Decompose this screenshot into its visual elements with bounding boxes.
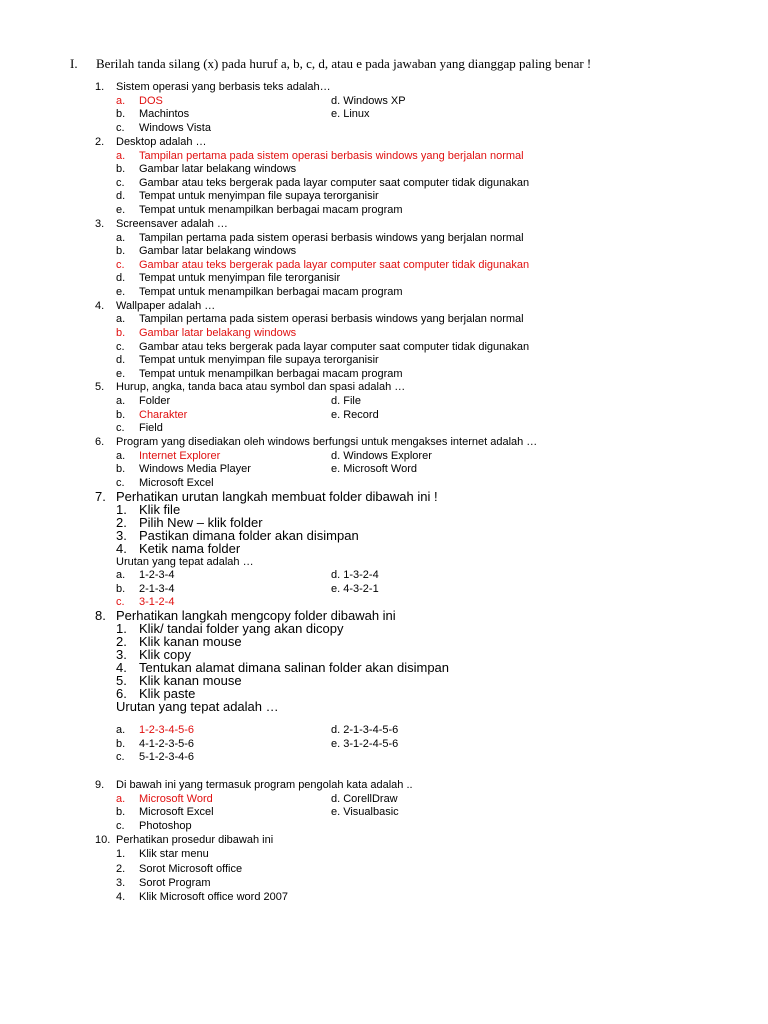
option-letter: a. xyxy=(116,569,126,581)
option-letter: b. xyxy=(116,245,126,257)
option-letter: b. xyxy=(116,409,126,421)
step-text: Klik copy xyxy=(139,647,192,662)
option-letter: b. xyxy=(116,806,126,818)
option-text: Tempat untuk menampilkan berbagai macam program xyxy=(139,368,403,380)
option-text: Tampilan pertama pada sistem operasi berbasis windows yang berjalan normal xyxy=(139,313,524,325)
option-text: Tempat untuk menyimpan file supaya terorganisir xyxy=(139,354,379,366)
step-number: 4. xyxy=(116,541,127,556)
option-text: Charakter xyxy=(139,409,188,421)
question-number: 4. xyxy=(95,300,105,312)
option-text: Gambar latar belakang windows xyxy=(139,163,297,175)
option-letter: b. xyxy=(116,738,126,750)
question-text: Program yang disediakan oleh windows berfungsi untuk mengakses internet adalah … xyxy=(116,436,538,448)
option-letter: e. xyxy=(116,204,126,216)
option-text: 1-2-3-4-5-6 xyxy=(139,724,195,736)
option-letter: a. xyxy=(116,95,126,107)
step-text: Klik kanan mouse xyxy=(139,673,242,688)
step-number: 1. xyxy=(116,502,127,517)
option-text: Tempat untuk menampilkan berbagai macam program xyxy=(139,204,403,216)
option-text: Tempat untuk menyimpan file terorganisir xyxy=(139,272,341,284)
option-text: Photoshop xyxy=(139,820,192,832)
option-text-right: e. Microsoft Word xyxy=(331,463,417,475)
step-number: 1. xyxy=(116,848,126,860)
option-letter: a. xyxy=(116,232,126,244)
step-text: Klik file xyxy=(139,502,181,517)
section-roman-numeral: I. xyxy=(70,56,78,71)
step-number: 1. xyxy=(116,621,127,636)
question-text: Wallpaper adalah … xyxy=(116,300,216,312)
option-text-right: d. 1-3-2-4 xyxy=(331,569,379,581)
question-text: Screensaver adalah … xyxy=(116,218,228,230)
step-number: 4. xyxy=(116,660,127,675)
step-number: 6. xyxy=(116,686,127,701)
option-text: Internet Explorer xyxy=(139,450,221,462)
question-number: 2. xyxy=(95,136,105,148)
step-number: 4. xyxy=(116,891,126,903)
question-text: Sistem operasi yang berbasis teks adalah… xyxy=(116,81,331,93)
step-text: Pilih New – klik folder xyxy=(139,515,263,530)
step-number: 3. xyxy=(116,528,127,543)
option-text-right: e. Record xyxy=(331,409,379,421)
option-letter: b. xyxy=(116,583,126,595)
option-text: Gambar atau teks bergerak pada layar computer saat computer tidak digunakan xyxy=(139,341,530,353)
step-text: Sorot Microsoft office xyxy=(139,863,243,875)
option-letter: c. xyxy=(116,422,125,434)
option-text: 5-1-2-3-4-6 xyxy=(139,751,195,763)
question-text: Desktop adalah … xyxy=(116,136,207,148)
option-letter: d. xyxy=(116,190,126,202)
question-number: 10. xyxy=(95,834,111,846)
option-letter: a. xyxy=(116,450,126,462)
option-text: Microsoft Excel xyxy=(139,806,214,818)
step-number: 3. xyxy=(116,647,127,662)
question-number: 3. xyxy=(95,218,105,230)
step-text: Klik Microsoft office word 2007 xyxy=(139,891,288,903)
option-letter: a. xyxy=(116,150,126,162)
option-text: Windows Media Player xyxy=(139,463,251,475)
option-letter: c. xyxy=(116,259,125,271)
option-letter: a. xyxy=(116,724,126,736)
question-number: 8. xyxy=(95,608,106,623)
option-text-right: e. 4-3-2-1 xyxy=(331,583,379,595)
step-text: Klik/ tandai folder yang akan dicopy xyxy=(139,621,344,636)
option-text: 4-1-2-3-5-6 xyxy=(139,738,195,750)
option-text: Windows Vista xyxy=(139,122,211,134)
option-letter: b. xyxy=(116,463,126,475)
step-number: 3. xyxy=(116,877,126,889)
option-text: Tampilan pertama pada sistem operasi berbasis windows yang berjalan normal xyxy=(139,232,524,244)
step-text: Pastikan dimana folder akan disimpan xyxy=(139,528,359,543)
section-instruction: Berilah tanda silang (x) pada huruf a, b, c, d, atau e pada jawaban yang dianggap paling benar ! xyxy=(96,56,592,71)
option-text: 2-1-3-4 xyxy=(139,583,175,595)
option-letter: d. xyxy=(116,354,126,366)
option-letter: a. xyxy=(116,313,126,325)
step-text: Ketik nama folder xyxy=(139,541,241,556)
option-text: 1-2-3-4 xyxy=(139,569,175,581)
question-number: 1. xyxy=(95,81,105,93)
step-text: Sorot Program xyxy=(139,877,211,889)
step-text: Klik paste xyxy=(139,686,196,701)
question-number: 9. xyxy=(95,779,105,791)
option-text-right: d. File xyxy=(331,395,361,407)
option-text: 3-1-2-4 xyxy=(139,596,175,608)
option-letter: e. xyxy=(116,368,126,380)
question-text: Perhatikan langkah mengcopy folder dibawah ini xyxy=(116,608,396,623)
option-text-right: e. Visualbasic xyxy=(331,806,399,818)
option-text-right: d. CorellDraw xyxy=(331,793,398,805)
option-letter: d. xyxy=(116,272,126,284)
question-number: 5. xyxy=(95,381,105,393)
option-text: Gambar atau teks bergerak pada layar computer saat computer tidak digunakan xyxy=(139,259,530,271)
step-number: 5. xyxy=(116,673,127,688)
option-text: Tampilan pertama pada sistem operasi berbasis windows yang berjalan normal xyxy=(139,150,524,162)
option-letter: c. xyxy=(116,477,125,489)
option-letter: c. xyxy=(116,341,125,353)
subtext: Urutan yang tepat adalah … xyxy=(116,556,254,568)
option-text: DOS xyxy=(139,95,163,107)
option-text: Tempat untuk menyimpan file supaya terorganisir xyxy=(139,190,379,202)
question-text: Di bawah ini yang termasuk program pengolah kata adalah .. xyxy=(116,779,413,791)
option-letter: b. xyxy=(116,327,126,339)
option-letter: b. xyxy=(116,108,126,120)
option-letter: a. xyxy=(116,793,126,805)
option-text-right: e. Linux xyxy=(331,108,370,120)
option-text-right: d. Windows XP xyxy=(331,95,406,107)
option-text: Machintos xyxy=(139,108,190,120)
step-number: 2. xyxy=(116,863,126,875)
step-number: 2. xyxy=(116,515,127,530)
question-text: Hurup, angka, tanda baca atau symbol dan spasi adalah … xyxy=(116,381,406,393)
subtext: Urutan yang tepat adalah … xyxy=(116,699,279,714)
question-number: 7. xyxy=(95,489,106,504)
option-text-right: d. Windows Explorer xyxy=(331,450,432,462)
option-text-right: e. 3-1-2-4-5-6 xyxy=(331,738,399,750)
option-letter: e. xyxy=(116,286,126,298)
option-text: Gambar atau teks bergerak pada layar computer saat computer tidak digunakan xyxy=(139,177,530,189)
question-text: Perhatikan urutan langkah membuat folder dibawah ini ! xyxy=(116,489,438,504)
option-text: Tempat untuk menampilkan berbagai macam program xyxy=(139,286,403,298)
option-letter: a. xyxy=(116,395,126,407)
question-number: 6. xyxy=(95,436,105,448)
option-letter: c. xyxy=(116,820,125,832)
option-text: Gambar latar belakang windows xyxy=(139,245,297,257)
option-letter: b. xyxy=(116,163,126,175)
option-text: Gambar latar belakang windows xyxy=(139,327,297,339)
step-text: Klik kanan mouse xyxy=(139,634,242,649)
question-text: Perhatikan prosedur dibawah ini xyxy=(116,834,274,846)
option-text: Microsoft Word xyxy=(139,793,213,805)
step-text: Tentukan alamat dimana salinan folder akan disimpan xyxy=(139,660,450,675)
step-number: 2. xyxy=(116,634,127,649)
option-letter: c. xyxy=(116,596,125,608)
option-letter: c. xyxy=(116,122,125,134)
option-text: Folder xyxy=(139,395,171,407)
option-text: Field xyxy=(139,422,163,434)
option-text-right: d. 2-1-3-4-5-6 xyxy=(331,724,399,736)
step-text: Klik star menu xyxy=(139,848,209,860)
option-text: Microsoft Excel xyxy=(139,477,214,489)
option-letter: c. xyxy=(116,177,125,189)
option-letter: c. xyxy=(116,751,125,763)
